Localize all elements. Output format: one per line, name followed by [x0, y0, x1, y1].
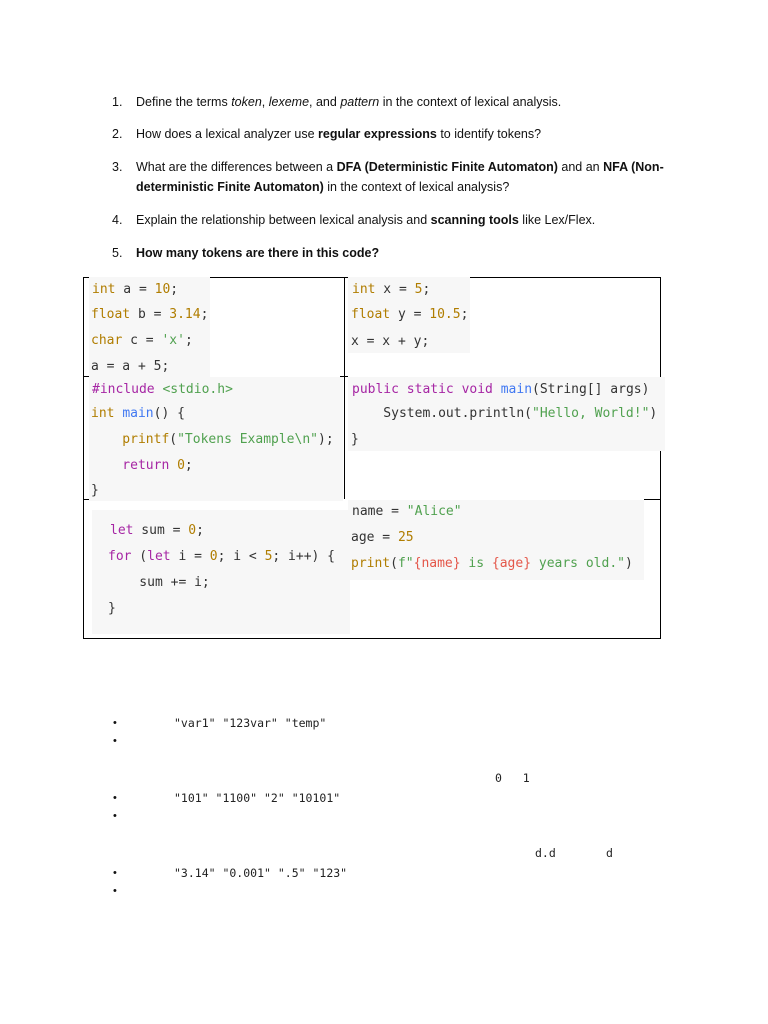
code-line: float y = 10.5;: [351, 307, 469, 322]
code-line: public static void main(String[] args): [352, 382, 650, 397]
code-line: age = 25: [351, 530, 414, 545]
code-line: a = a + 5;: [91, 359, 170, 374]
question-number: 3.: [112, 160, 123, 174]
inline-code: d.d: [535, 846, 556, 860]
code-line: int x = 5;: [352, 282, 431, 297]
code-line: }: [351, 432, 359, 447]
question-text: Define the terms token, lexeme, and pattern in the context of lexical analysis.: [136, 95, 562, 109]
code-line: x = x + y;: [351, 334, 430, 349]
code-line: System.out.println("Hello, World!"): [352, 406, 658, 421]
question-number: 5.: [112, 246, 123, 260]
code-line: char c = 'x';: [91, 333, 193, 348]
code-line: for (let i = 0; i < 5; i++) {: [108, 549, 336, 564]
code-block-c-main: [89, 377, 343, 501]
code-block-python: [348, 500, 644, 580]
question-text: How does a lexical analyzer use regular expressions to identify tokens?: [136, 127, 542, 141]
code-line: }: [91, 483, 99, 498]
code-line: float b = 3.14;: [91, 307, 209, 322]
code-block-c-variables: [89, 277, 210, 377]
code-line: return 0;: [91, 458, 193, 473]
list-item: "var1" "123var" "temp": [174, 716, 327, 730]
question-number: 2.: [112, 127, 123, 141]
code-line: }: [108, 601, 116, 616]
code-line: printf("Tokens Example\n");: [91, 432, 334, 447]
question-text: What are the differences between a DFA (Deterministic Finite Automaton) and an NFA (Non- deterministic Finite Automaton) in the context of lexical analysis?: [136, 160, 664, 194]
bullet: •: [113, 792, 117, 804]
code-line: name = "Alice": [352, 504, 462, 519]
inline-code: 0 1: [495, 771, 530, 785]
question-text: Explain the relationship between lexical analysis and scanning tools like Lex/Flex.: [136, 213, 596, 227]
table-divider-horizontal: [644, 499, 661, 500]
code-line: int a = 10;: [92, 282, 179, 297]
code-line: let sum = 0;: [110, 523, 204, 538]
code-line: print(f"{name} is {age} years old."): [351, 556, 633, 571]
inline-code: d: [606, 846, 613, 860]
code-line: sum += i;: [108, 575, 210, 590]
bullet: •: [113, 810, 117, 822]
list-item: "3.14" "0.001" ".5" "123": [174, 866, 348, 880]
bullet: •: [113, 735, 117, 747]
table-divider-vertical: [344, 277, 345, 499]
code-block-java-main: [348, 377, 665, 451]
bullet: •: [113, 717, 117, 729]
bullet: •: [113, 867, 117, 879]
bullet: •: [113, 885, 117, 897]
code-line: #include <stdio.h>: [92, 382, 233, 397]
code-line: int main() {: [91, 406, 185, 421]
code-block-java-variables: [348, 277, 470, 353]
question-text: How many tokens are there in this code?: [136, 246, 380, 260]
question-number: 1.: [112, 95, 123, 109]
list-item: "101" "1100" "2" "10101": [174, 791, 341, 805]
code-block-javascript: [92, 510, 350, 634]
question-number: 4.: [112, 213, 123, 227]
